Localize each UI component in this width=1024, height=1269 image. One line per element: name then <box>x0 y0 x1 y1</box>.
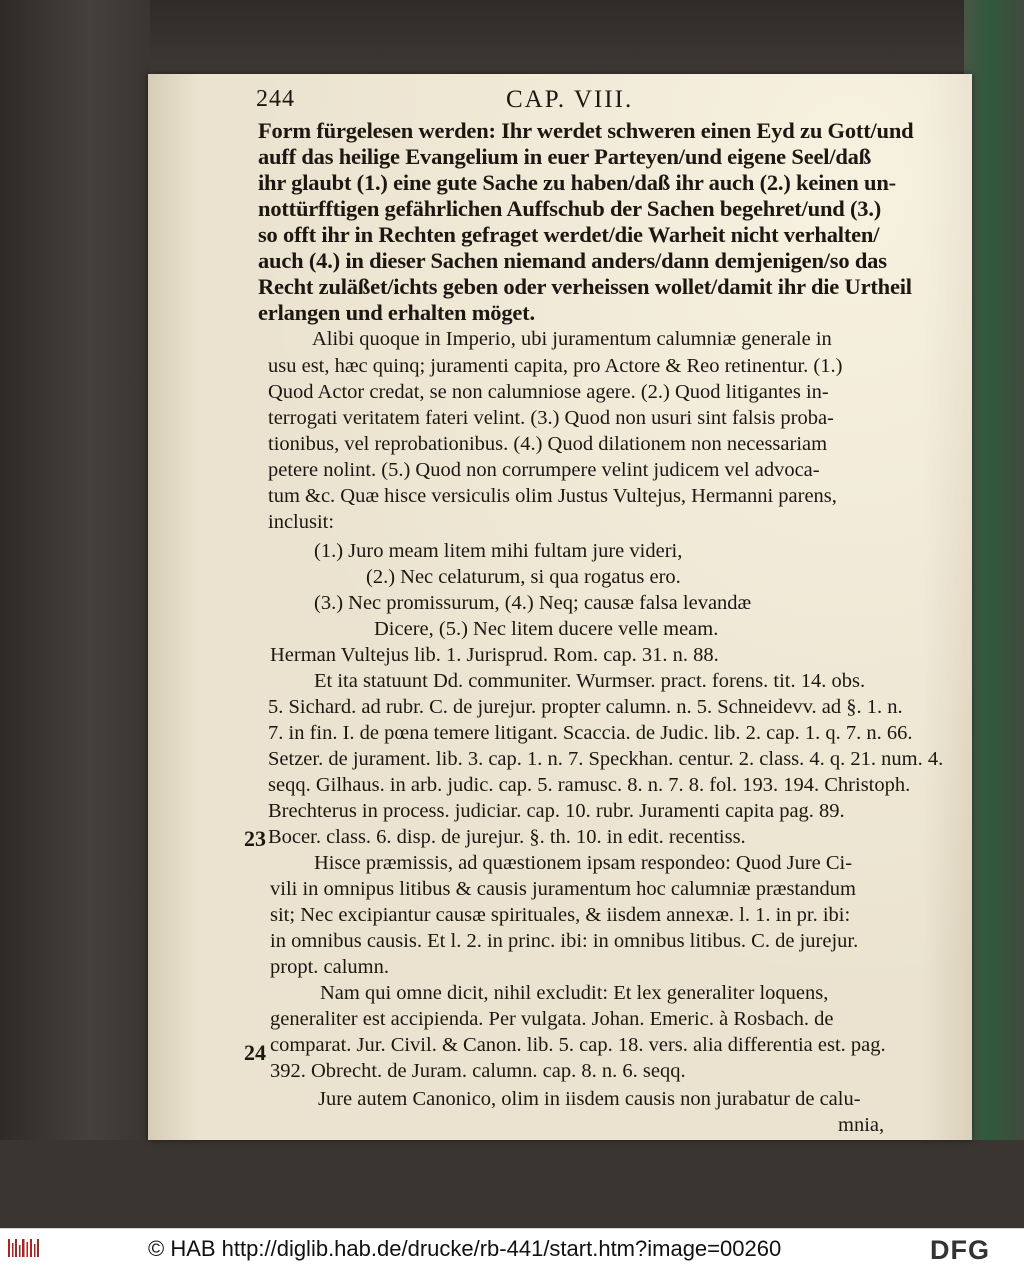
text-line: so offt ihr in Rechten gefraget werdet/die Warheit nicht verhalten/ <box>258 222 880 247</box>
text-line: Form fürgelesen werden: Ihr werdet schweren einen Eyd zu Gott/und <box>258 118 914 143</box>
text-line: usu est, hæc quinq; juramenti capita, pro Actore & Reo retinentur. (1.) <box>268 355 843 377</box>
text-line: Et ita statuunt Dd. communiter. Wurmser. pract. forens. tit. 14. obs. <box>314 670 866 692</box>
scanner-background-left <box>0 0 150 1228</box>
text-line: auch (4.) in dieser Sachen niemand anders/dann demjenigen/so das <box>258 248 887 273</box>
text-line: petere nolint. (5.) Quod non corrumpere velint judicem vel advoca- <box>268 459 820 481</box>
text-line: Setzer. de jurament. lib. 3. cap. 1. n. 7. Speckhan. centur. 2. class. 4. q. 21. num. 4. <box>268 748 944 770</box>
dfg-logo: DFG <box>930 1235 990 1265</box>
margin-number: 23 <box>244 826 266 851</box>
text-line: ihr glaubt (1.) eine gute Sache zu haben/daß ihr auch (2.) keinen un- <box>258 170 896 195</box>
viewer-footer <box>0 1228 1024 1269</box>
margin-number: 24 <box>244 1040 266 1065</box>
text-line: 392. Obrecht. de Juram. calumn. cap. 8. n. 6. seqq. <box>270 1060 686 1082</box>
citation-line: Herman Vultejus lib. 1. Jurisprud. Rom. cap. 31. n. 88. <box>270 644 719 666</box>
text-line: nottürfftigen gefährlichen Auffschub der Sachen begehret/und (3.) <box>258 196 882 221</box>
text-line: Nam qui omne dicit, nihil excludit: Et lex generaliter loquens, <box>320 982 829 1004</box>
text-line: propt. calumn. <box>270 956 389 978</box>
text-line: sit; Nec excipiantur causæ spirituales, & iisdem annexæ. l. 1. in pr. ibi: <box>270 904 851 926</box>
text-line: 5. Sichard. ad rubr. C. de jurejur. propter calumn. n. 5. Schneidevv. ad §. 1. n. <box>268 696 903 718</box>
text-line: comparat. Jur. Civil. & Canon. lib. 5. cap. 18. vers. alia differentia est. pag. <box>270 1034 886 1056</box>
text-line: Hisce præmissis, ad quæstionem ipsam respondeo: Quod Jure Ci- <box>314 852 853 874</box>
text-line: generaliter est accipienda. Per vulgata. Johan. Emeric. à Rosbach. de <box>270 1008 834 1030</box>
barcode-icon <box>8 1237 40 1259</box>
page-number: 244 <box>256 86 295 112</box>
verse-line: (2.) Nec celaturum, si qua rogatus ero. <box>366 566 681 588</box>
text-line: Bocer. class. 6. disp. de jurejur. §. th. 10. in edit. recentiss. <box>268 826 746 848</box>
scanner-background-bottom <box>0 1140 1024 1228</box>
text-line: Recht zuläßet/ichts geben oder verheissen wollet/damit ihr die Urtheil <box>258 274 912 299</box>
text-line: Alibi quoque in Imperio, ubi juramentum calumniæ generale in <box>312 328 832 350</box>
catchword: mnia, <box>838 1114 885 1136</box>
text-line: 7. in fin. I. de pœna temere litigant. Scaccia. de Judic. lib. 2. cap. 1. q. 7. n. 66. <box>268 722 913 744</box>
verse-line: Dicere, (5.) Nec litem ducere velle meam. <box>374 618 719 640</box>
text-line: Jure autem Canonico, olim in iisdem causis non jurabatur de calu- <box>318 1088 861 1110</box>
copyright-link[interactable]: © HAB http://diglib.hab.de/drucke/rb-441/start.htm?image=00260 <box>148 1236 782 1261</box>
text-line: inclusit: <box>268 511 335 533</box>
text-line: auff das heilige Evangelium in euer Parteyen/und eigene Seel/daß <box>258 144 872 169</box>
verse-line: (1.) Juro meam litem mihi fultam jure videri, <box>314 540 683 562</box>
scanner-background-top <box>0 0 1024 74</box>
text-line: in omnibus causis. Et l. 2. in princ. ibi: in omnibus litibus. C. de jurejur. <box>270 930 859 952</box>
verse-line: (3.) Nec promissurum, (4.) Neq; causæ falsa levandæ <box>314 592 752 614</box>
text-line: Brechterus in process. judiciar. cap. 10. rubr. Juramenti capita pag. 89. <box>268 800 845 822</box>
book-page <box>148 74 972 1140</box>
text-line: Quod Actor credat, se non calumniose agere. (2.) Quod litigantes in- <box>268 381 829 403</box>
text-line: vili in omnipus litibus & causis juramentum hoc calumniæ præstandum <box>270 878 856 900</box>
text-line: seqq. Gilhaus. in arb. judic. cap. 5. ramusc. 8. n. 7. 8. fol. 193. 194. Christoph. <box>268 774 911 796</box>
text-line: tum &c. Quæ hisce versiculis olim Justus Vultejus, Hermanni parens, <box>268 485 837 507</box>
text-line: terrogati veritatem fateri velint. (3.) Quod non usuri sint falsis proba- <box>268 407 834 429</box>
text-line: erlangen und erhalten möget. <box>258 300 535 325</box>
text-line: tionibus, vel reprobationibus. (4.) Quod dilationem non necessariam <box>268 433 828 455</box>
page-header <box>256 86 812 114</box>
running-head: CAP. VIII. <box>506 86 634 113</box>
page-content <box>148 74 972 1140</box>
scanner-background-right <box>964 0 1024 1228</box>
